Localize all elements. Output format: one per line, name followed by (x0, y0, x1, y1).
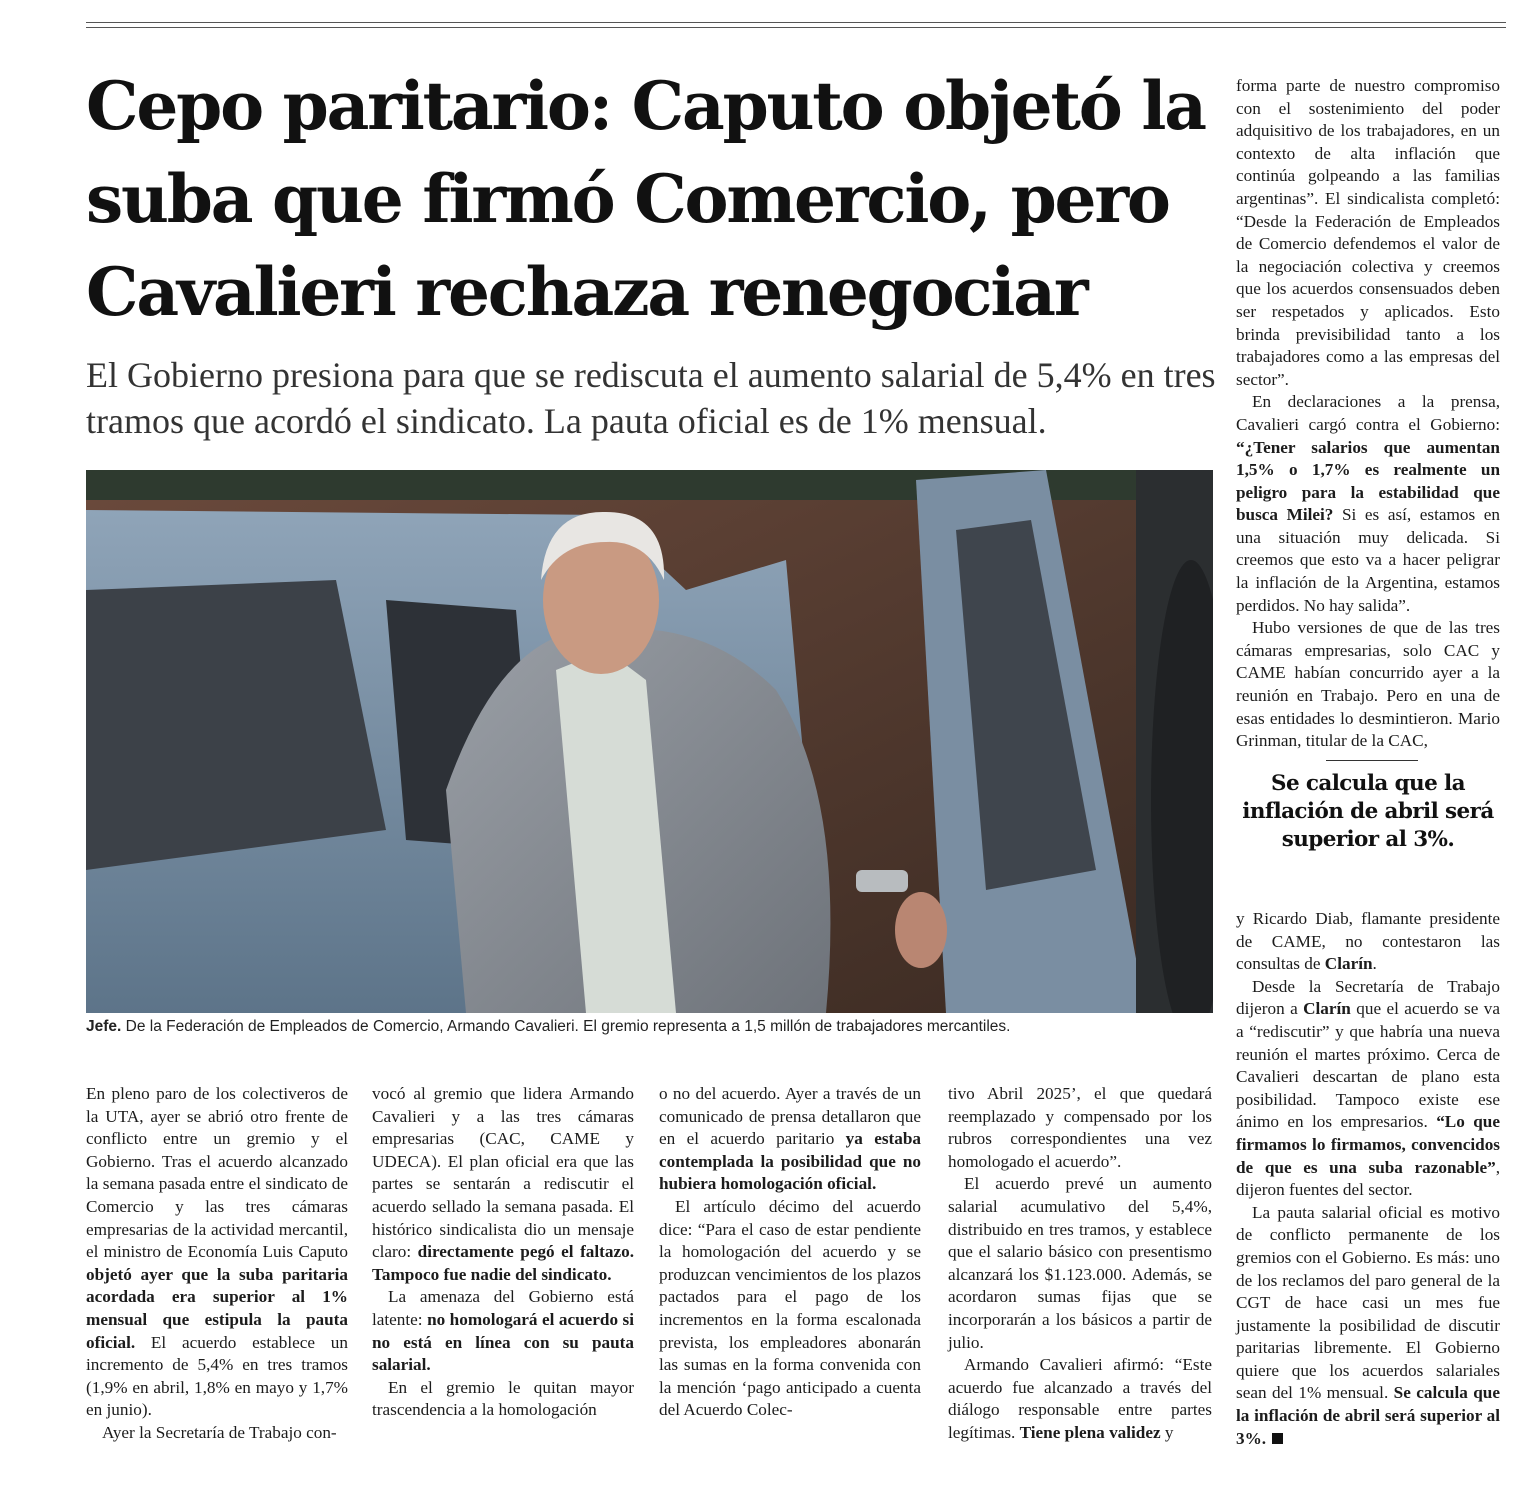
body-text: Armando Cavalieri afirmó: “Este acuerdo fue alcanzado a través del diálogo responsable entre partes legítimas. (948, 1355, 1212, 1442)
body-text: Desde la Secretaría de Trabajo dijeron a (1236, 976, 1500, 1019)
body-bold: “Lo que firmamos lo firmamos, convencidos de que es una suba razonable” (1236, 1112, 1500, 1177)
body-paragraph (1236, 976, 1500, 1202)
body-bold: ya estaba contemplada la posibilidad que no hubiera homologación oficial. (659, 1129, 921, 1194)
body-text: vocó al gremio que lidera Armando Cavalieri y a las tres cámaras empresarias (CAC, CAME y UDECA). El plan oficial era que las partes se sentarán a rediscutir el acuerdo sellado la semana pasada. El histórico sindicalista dio un mensaje claro: (372, 1084, 634, 1262)
body-text: En declaraciones a la prensa, Cavalieri cargó contra el Gobierno: (1236, 392, 1500, 434)
caption-text: De la Federación de Empleados de Comercio, Armando Cavalieri. El gremio representa a 1,5 millón de trabajadores mercantiles. (121, 1018, 1011, 1035)
body-paragraph: y Ricardo Diab, flamante presidente de CAME, no contestaron las consultas de Clarín. (1236, 909, 1500, 974)
body-bold: Se calcula que la inflación de abril será superior al 3%. (1236, 1383, 1500, 1448)
body-paragraph: El acuerdo prevé un aumento salarial acumulativo del 5,4%, distribuido en tres tramos, y establece que el salario básico con presentismo alcanzará los $1.123.000. Además, se acordaron sumas fijas que se incorporarán a los básicos a partir de julio. (948, 1174, 1212, 1352)
body-bold: Tiene plena validez (1019, 1422, 1161, 1442)
body-paragraph: Armando Cavalieri afirmó: “Este acuerdo fue alcanzado a través del diálogo responsable entre partes legítimas. Tiene plena validez y (948, 1355, 1212, 1442)
pull-quote-rule (1326, 760, 1418, 761)
deck: El Gobierno presiona para que se rediscuta el aumento salarial de 5,4% en tres tramos que acordó el sindicato. La pauta oficial es de 1% mensual. (86, 355, 1216, 441)
right-column-top (1236, 75, 1500, 753)
body-paragraph: En el gremio le quitan mayor trascendencia a la homologación (372, 1377, 634, 1420)
body-paragraph (1236, 391, 1500, 617)
body-paragraph (1236, 1202, 1500, 1451)
top-rule-2 (86, 27, 1506, 28)
body-text: y Ricardo Diab, flamante presidente de CAME, no contestaron las consultas de (1236, 909, 1500, 974)
body-paragraph: tivo Abril 2025’, el que quedará reemplazado y compensado por los rubros correspondientes una vez homologado el acuerdo”. (948, 1084, 1212, 1171)
body-paragraph: El artículo décimo del acuerdo dice: “Para el caso de estar pendiente la homologación del acuerdo y se produzcan vencimientos de los plazos pactados para el pago de los incrementos en la forma escalonada prevista, los empleadores abonarán las sumas en la forma convenida con la mención ‘pago anticipado a cuenta del Acuerdo Colec- (659, 1196, 921, 1420)
body-text: La pauta salarial oficial es motivo de conflicto permanente de los gremios con el Gobierno. Es más: uno de los reclamos del paro general de la CGT de hace casi un mes fue justamente la posibilidad de discutir paritarias libremente. El Gobierno quiere que los acuerdos salariales sean del 1% mensual. (1236, 1202, 1500, 1403)
body-text: En pleno paro de los colectiveros de la UTA, ayer se abrió otro frente de conflicto entre un gremio y el Gobierno. Tras el acuerdo alcanzado la semana pasada entre el sindicato de Comercio y las tres cámaras empresarias de la actividad mercantil, el ministro de Economía Luis Caputo (86, 1084, 348, 1262)
body-bold: objetó ayer que la suba paritaria acordada era superior al 1% mensual que estipula la pauta oficial. (86, 1264, 348, 1352)
body-paragraph (86, 1083, 348, 1422)
photo-caption (86, 1016, 1213, 1038)
body-paragraph (372, 1286, 634, 1376)
right-column-bottom (1236, 908, 1500, 1450)
caption-label: Jefe. (86, 1018, 122, 1035)
top-rule (86, 22, 1506, 23)
body-text: , dijeron fuentes del sector. (1236, 1157, 1500, 1200)
photo-illustration (86, 470, 1213, 1013)
body-bold: Clarín (1324, 954, 1373, 974)
body-bold: no homologará el acuerdo si no está en línea con su pauta salarial. (372, 1309, 634, 1375)
end-mark-icon (1272, 1433, 1283, 1444)
body-text: o no del acuerdo. Ayer a través de un comunicado de prensa detallaron que en el acuerdo paritario (659, 1084, 921, 1149)
body-paragraph: Ayer la Secretaría de Trabajo con- (102, 1422, 337, 1442)
body-bold: directamente pegó el faltazo. Tampoco fue nadie del sindicato. (372, 1242, 634, 1284)
body-text: La amenaza del Gobierno está latente: (372, 1287, 634, 1329)
body-column-4 (948, 1083, 1212, 1445)
pull-quote: Se calcula que la inflación de abril será superior al 3%. (1242, 771, 1494, 852)
body-text: El acuerdo establece un incremento de 5,4% en tres tramos (1,9% en abril, 1,8% en mayo y 1,7% en junio). (86, 1332, 348, 1420)
body-column-3 (659, 1083, 921, 1422)
body-column-1 (86, 1083, 348, 1445)
body-column-2 (372, 1083, 634, 1422)
photo (86, 470, 1213, 1013)
body-text: Si es así, estamos en una situación muy delicada. Si creemos que esto va a hacer peligrar la inflación de la Argentina, estamos perdidos. No hay salida”. (1236, 505, 1500, 615)
body-paragraph: forma parte de nuestro compromiso con el sostenimiento del poder adquisitivo de los trabajadores, en un contexto de alta inflación que continúa golpeando a las familias argentinas”. El sindicalista completó: “Desde la Federación de Empleados de Comercio defendemos el valor de la negociación colectiva y creemos que los acuerdos consensuados deben ser respetados y aplicados. Esto brinda previsibilidad tanto a los trabajadores como a las empresas del sector”. (1236, 76, 1500, 389)
body-paragraph: Hubo versiones de que de las tres cámaras empresarias, solo CAC y CAME habían concurrido ayer a la reunión en Trabajo. Pero en una de esas entidades lo desmintieron. Mario Grinman, titular de la CAC, (1236, 618, 1500, 751)
body-bold: “¿Tener salarios que aumentan 1,5% o 1,7% es realmente un peligro para la estabilidad que busca Milei? (1236, 437, 1500, 525)
body-paragraph (372, 1083, 634, 1286)
headline: Cepo paritario: Caputo objetó la suba que firmó Comercio, pero Cavalieri rechaza renegociar (86, 67, 1205, 331)
body-text: que el acuerdo se va a “rediscutir” y que habría una nueva reunión el martes próximo. Cerca de Cavalieri descartan de plano esta posibilidad. Tampoco existe ese ánimo en los empresarios. (1236, 999, 1500, 1132)
body-paragraph (659, 1083, 921, 1196)
body-bold: Clarín (1303, 999, 1351, 1019)
